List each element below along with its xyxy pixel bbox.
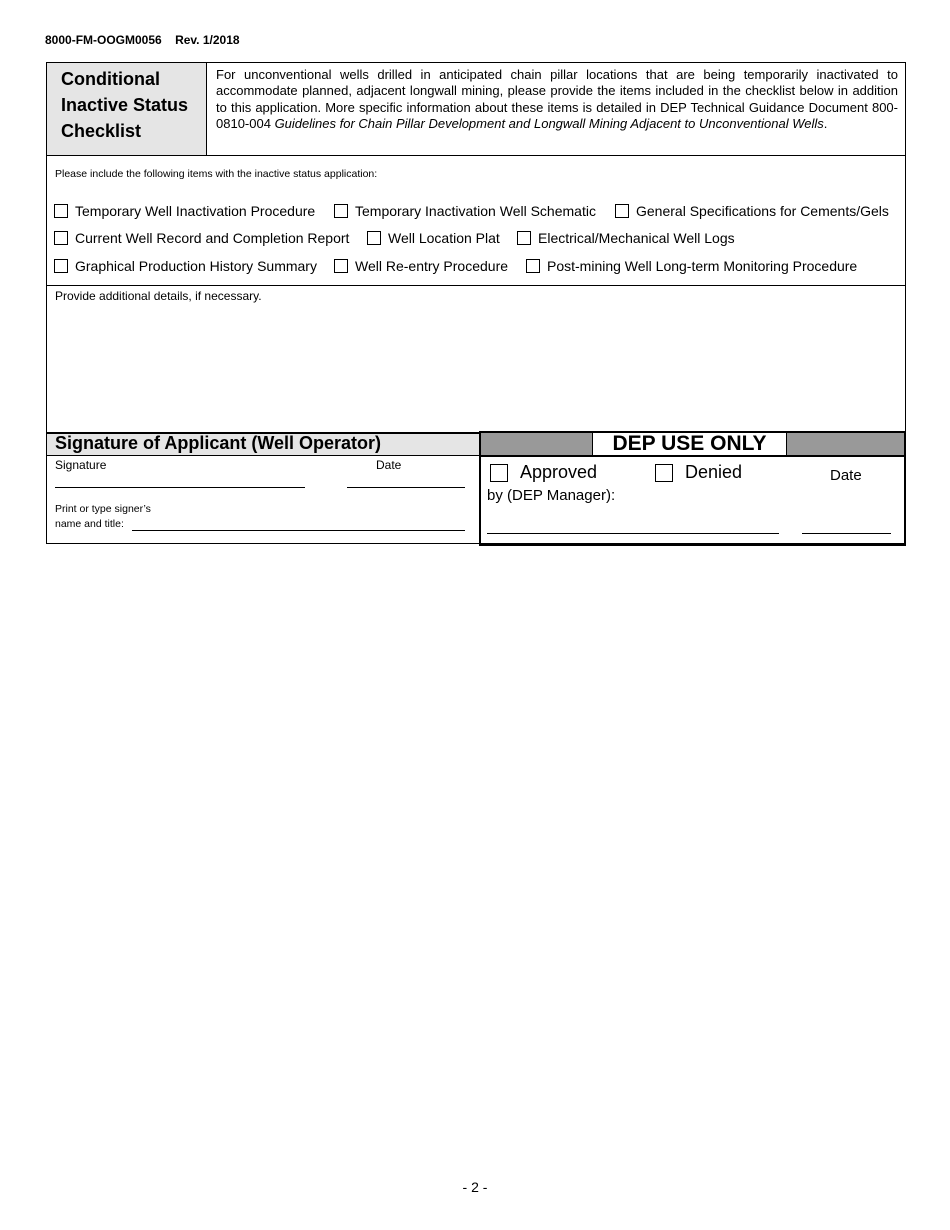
- signature-heading: Signature of Applicant (Well Operator): [55, 433, 382, 453]
- checkbox-label: General Specifications for Cements/Gels: [636, 203, 889, 219]
- signature-line[interactable]: [55, 487, 305, 488]
- title-line-2: Inactive Status: [61, 95, 189, 115]
- form-number-code: 8000-FM-OOGM0056: [45, 33, 162, 47]
- checkbox-square[interactable]: [517, 231, 531, 245]
- checkbox-square[interactable]: [54, 259, 68, 273]
- checkbox-label: Temporary Inactivation Well Schematic: [355, 203, 596, 219]
- form-number: [45, 33, 240, 47]
- additional-details-label: Provide additional details, if necessary.: [55, 289, 262, 303]
- checkbox-electrical-mechanical-well-logs[interactable]: [517, 230, 735, 246]
- signature-label: Signature: [55, 458, 107, 472]
- checkbox-well-location-plat[interactable]: [367, 230, 500, 246]
- checkbox-square[interactable]: [655, 464, 673, 482]
- checkbox-well-re-entry-procedure[interactable]: [334, 258, 508, 274]
- intro-end: .: [823, 115, 828, 131]
- intro-text: For unconventional wells drilled in anticipated chain pillar locations that are being temporarily inactivated to accommodate planned, adjacent longwall mining, please provide the items included in the checklist below in addition to this application. More specific information about these items is detailed in DEP Technical Guidance Document 800-0810-004: [216, 67, 898, 131]
- checkbox-label: Current Well Record and Completion Report: [75, 230, 350, 246]
- checkbox-label: Graphical Production History Summary: [75, 258, 317, 274]
- checkbox-label: Temporary Well Inactivation Procedure: [75, 203, 316, 219]
- signature-date-line[interactable]: [347, 487, 465, 488]
- denied-label: Denied: [685, 462, 743, 482]
- intro-guidance-title: Guidelines for Chain Pillar Development and Longwall Mining Adjacent to Unconventional Wells: [274, 115, 824, 131]
- checkbox-current-well-record-completion-report[interactable]: [54, 230, 349, 246]
- divider-title: [47, 155, 905, 156]
- approved-label: Approved: [520, 462, 598, 482]
- signature-date-label: Date: [376, 458, 402, 472]
- checkbox-square[interactable]: [615, 204, 629, 218]
- checkbox-label: Well Re-entry Procedure: [355, 258, 509, 274]
- dep-date-label: Date: [830, 467, 862, 484]
- additional-details-field[interactable]: [52, 305, 900, 427]
- checkbox-general-specifications-cements-gels[interactable]: [615, 203, 889, 219]
- divider-checklist: [47, 285, 905, 286]
- checklist-instruction: Please include the following items with the inactive status application:: [55, 168, 378, 180]
- dep-date-line[interactable]: [802, 533, 891, 534]
- checkbox-square[interactable]: [54, 231, 68, 245]
- checkbox-post-mining-monitoring-procedure[interactable]: [526, 258, 857, 274]
- checkbox-graphical-production-history-summary[interactable]: [54, 258, 317, 274]
- checkbox-square[interactable]: [367, 231, 381, 245]
- dep-manager-label: by (DEP Manager):: [487, 487, 616, 504]
- checkbox-label: Electrical/Mechanical Well Logs: [538, 230, 735, 246]
- checkbox-square[interactable]: [526, 259, 540, 273]
- checkbox-approved[interactable]: [490, 462, 597, 483]
- print-name-label-line2: name and title:: [55, 518, 124, 530]
- print-name-line[interactable]: [132, 530, 465, 531]
- checkbox-denied[interactable]: [655, 462, 742, 483]
- print-name-label: [55, 502, 151, 532]
- checkbox-square[interactable]: [334, 259, 348, 273]
- dep-use-only-heading: DEP USE ONLY: [592, 433, 787, 455]
- checklist-title: [61, 66, 188, 144]
- checkbox-label: Well Location Plat: [388, 230, 500, 246]
- title-line-1: Conditional: [61, 69, 160, 89]
- checkbox-label: Post-mining Well Long-term Monitoring Procedure: [547, 258, 858, 274]
- checkbox-temporary-inactivation-well-schematic[interactable]: [334, 203, 596, 219]
- intro-paragraph: [216, 67, 898, 132]
- dep-manager-line[interactable]: [487, 533, 779, 534]
- title-line-3: Checklist: [61, 121, 142, 141]
- print-name-label-line1: Print or type signer’s: [55, 503, 151, 515]
- checkbox-square[interactable]: [490, 464, 508, 482]
- checkbox-square[interactable]: [54, 204, 68, 218]
- checkbox-temporary-well-inactivation-procedure[interactable]: [54, 203, 315, 219]
- page-number: - 2 -: [462, 1179, 488, 1195]
- form-revision: Rev. 1/2018: [175, 33, 240, 47]
- checkbox-square[interactable]: [334, 204, 348, 218]
